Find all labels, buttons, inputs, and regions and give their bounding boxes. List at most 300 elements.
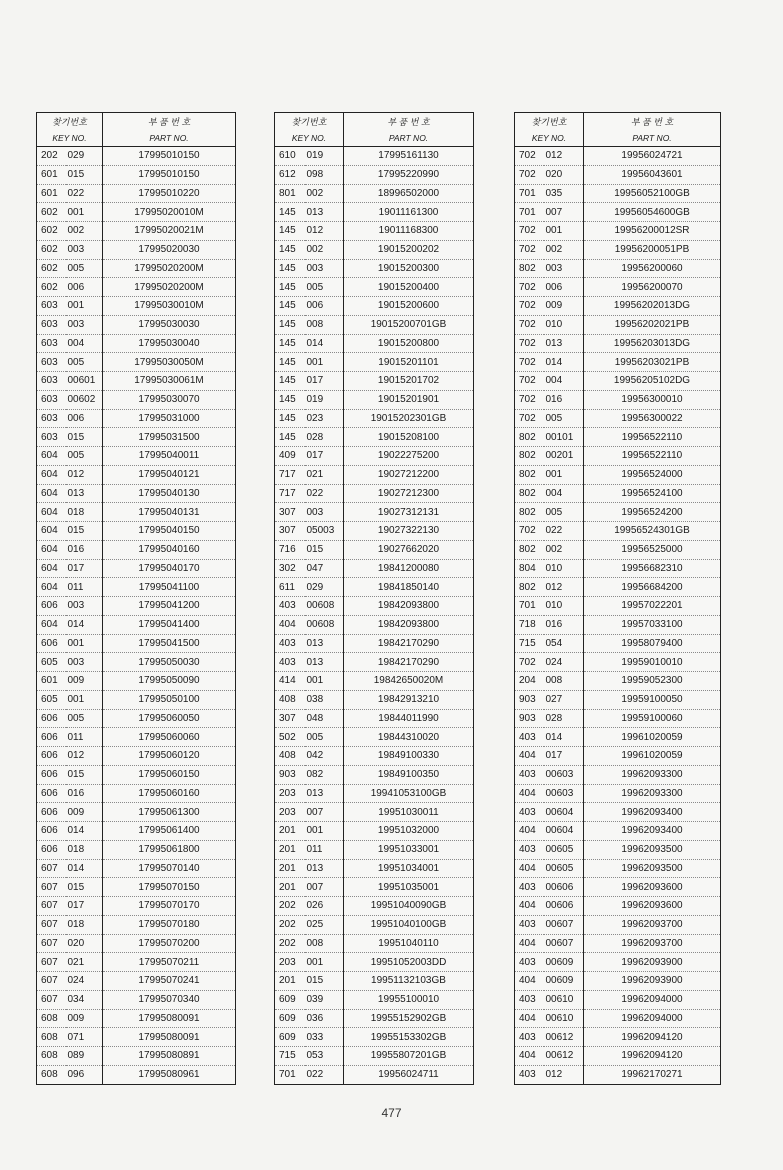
key-number: 609 <box>275 1009 305 1028</box>
part-number: 19015208100 <box>344 428 474 447</box>
table-row <box>515 390 721 409</box>
part-number: 19957022201 <box>584 597 721 616</box>
part-number: 17995041200 <box>103 597 236 616</box>
key-number: 408 <box>275 747 305 766</box>
table-row <box>275 222 474 241</box>
key-number: 608 <box>37 1009 66 1028</box>
part-number: 19956682310 <box>584 559 721 578</box>
table-row <box>275 653 474 672</box>
sub-number: 016 <box>66 784 103 803</box>
table-row <box>275 278 474 297</box>
table-row <box>37 878 236 897</box>
table-row <box>515 1009 721 1028</box>
part-number: 19015200300 <box>344 259 474 278</box>
key-number: 404 <box>515 784 544 803</box>
table-row <box>275 822 474 841</box>
sub-number: 019 <box>305 390 344 409</box>
sub-number: 038 <box>305 690 344 709</box>
sub-number: 015 <box>66 522 103 541</box>
key-no-header-kr: 찾기번호 <box>275 113 344 130</box>
key-number: 802 <box>515 578 544 597</box>
key-number: 201 <box>275 878 305 897</box>
key-number: 802 <box>515 540 544 559</box>
sub-number: 022 <box>66 184 103 203</box>
key-number: 717 <box>275 484 305 503</box>
sub-number: 002 <box>66 222 103 241</box>
part-number: 19956200012SR <box>584 222 721 241</box>
table-row <box>515 765 721 784</box>
key-number: 606 <box>37 597 66 616</box>
part-number: 17995030061M <box>103 372 236 391</box>
key-number: 145 <box>275 390 305 409</box>
key-number: 145 <box>275 428 305 447</box>
key-number: 408 <box>275 690 305 709</box>
sub-number: 054 <box>544 634 584 653</box>
key-number: 403 <box>515 1028 544 1047</box>
sub-number: 004 <box>544 372 584 391</box>
key-number: 802 <box>515 428 544 447</box>
sub-number: 014 <box>544 728 584 747</box>
key-number: 609 <box>275 1028 305 1047</box>
table-row <box>37 353 236 372</box>
part-number: 17995040160 <box>103 540 236 559</box>
table-row <box>37 953 236 972</box>
table-row <box>37 465 236 484</box>
sub-number: 002 <box>305 184 344 203</box>
table-row <box>275 1047 474 1066</box>
sub-number: 047 <box>305 559 344 578</box>
part-number: 19951040090GB <box>344 897 474 916</box>
key-no-header: KEY NO. <box>37 129 103 147</box>
sub-number: 00603 <box>544 784 584 803</box>
table-row <box>275 184 474 203</box>
sub-number: 012 <box>305 222 344 241</box>
sub-number: 016 <box>544 390 584 409</box>
key-number: 201 <box>275 840 305 859</box>
key-number: 604 <box>37 540 66 559</box>
table-row <box>275 953 474 972</box>
sub-number: 005 <box>305 728 344 747</box>
sub-number: 013 <box>305 784 344 803</box>
table-row <box>515 990 721 1009</box>
part-number: 19842913210 <box>344 690 474 709</box>
key-number: 603 <box>37 334 66 353</box>
part-number: 19956054600GB <box>584 203 721 222</box>
table-row <box>515 428 721 447</box>
sub-number: 006 <box>305 297 344 316</box>
part-number: 17995031500 <box>103 428 236 447</box>
sub-number: 00201 <box>544 447 584 466</box>
part-number: 19956205102DG <box>584 372 721 391</box>
sub-number: 025 <box>305 915 344 934</box>
key-number: 307 <box>275 709 305 728</box>
key-number: 202 <box>37 147 66 166</box>
key-number: 201 <box>275 822 305 841</box>
sub-number: 026 <box>305 897 344 916</box>
table-row <box>37 597 236 616</box>
key-number: 604 <box>37 615 66 634</box>
table-row <box>275 578 474 597</box>
part-number: 19959010010 <box>584 653 721 672</box>
key-number: 403 <box>515 990 544 1009</box>
sub-number: 013 <box>305 859 344 878</box>
sub-number: 009 <box>66 672 103 691</box>
part-number: 19941053100GB <box>344 784 474 803</box>
table-row <box>37 1047 236 1066</box>
key-no-header-kr: 찾기번호 <box>515 113 584 130</box>
key-no-header: KEY NO. <box>515 129 584 147</box>
table-row <box>275 859 474 878</box>
part-number: 19957033100 <box>584 615 721 634</box>
sub-number: 023 <box>305 409 344 428</box>
table-row <box>515 747 721 766</box>
table-row <box>275 353 474 372</box>
sub-number: 039 <box>305 990 344 1009</box>
part-number: 17995060050 <box>103 709 236 728</box>
sub-number: 009 <box>544 297 584 316</box>
key-number: 608 <box>37 1047 66 1066</box>
table-row <box>515 334 721 353</box>
part-number: 17995050090 <box>103 672 236 691</box>
table-row <box>37 409 236 428</box>
sub-number: 001 <box>305 822 344 841</box>
part-no-header-kr: 부 품 번 호 <box>387 116 430 127</box>
table-row <box>37 578 236 597</box>
key-number: 610 <box>275 147 305 166</box>
table-row <box>515 484 721 503</box>
key-no-header-kr: 찾기번호 <box>37 113 103 130</box>
key-number: 606 <box>37 840 66 859</box>
part-number: 19956524000 <box>584 465 721 484</box>
sub-number: 011 <box>66 728 103 747</box>
sub-number: 021 <box>305 465 344 484</box>
sub-number: 013 <box>305 203 344 222</box>
key-number: 601 <box>37 165 66 184</box>
table-row <box>275 165 474 184</box>
table-row <box>275 990 474 1009</box>
table-row <box>275 503 474 522</box>
sub-number: 008 <box>305 315 344 334</box>
part-number: 19841200080 <box>344 559 474 578</box>
sub-number: 019 <box>305 147 344 166</box>
key-number: 603 <box>37 297 66 316</box>
key-number: 701 <box>515 184 544 203</box>
sub-number: 002 <box>305 240 344 259</box>
part-number: 19956202021PB <box>584 315 721 334</box>
part-number: 19027322130 <box>344 522 474 541</box>
key-number: 701 <box>515 597 544 616</box>
table-row <box>275 240 474 259</box>
part-number: 19956203021PB <box>584 353 721 372</box>
table-row <box>515 578 721 597</box>
table-row <box>515 559 721 578</box>
key-number: 702 <box>515 278 544 297</box>
sub-number: 05003 <box>305 522 344 541</box>
part-no-header: PART NO. <box>103 129 236 147</box>
sub-number: 00603 <box>544 765 584 784</box>
key-number: 145 <box>275 203 305 222</box>
key-number: 607 <box>37 897 66 916</box>
key-number: 145 <box>275 240 305 259</box>
part-number: 19842093800 <box>344 597 474 616</box>
table-row <box>515 840 721 859</box>
key-number: 203 <box>275 803 305 822</box>
table-row <box>515 1047 721 1066</box>
table-row <box>515 278 721 297</box>
part-number: 19962170271 <box>621 1069 683 1081</box>
sub-number: 017 <box>305 372 344 391</box>
sub-number: 005 <box>66 353 103 372</box>
key-number: 609 <box>275 990 305 1009</box>
table-row <box>515 147 721 166</box>
table-row <box>37 540 236 559</box>
part-number: 17995040011 <box>103 447 236 466</box>
table-row <box>37 990 236 1009</box>
part-number: 17995030050M <box>103 353 236 372</box>
part-number: 19849100330 <box>344 747 474 766</box>
part-number: 19962093600 <box>584 878 721 897</box>
key-number: 607 <box>37 953 66 972</box>
sub-number: 004 <box>66 334 103 353</box>
key-number: 601 <box>37 184 66 203</box>
table-row <box>275 334 474 353</box>
part-number: 19951034001 <box>344 859 474 878</box>
part-number: 19958079400 <box>584 634 721 653</box>
table-row <box>515 859 721 878</box>
part-number: 19951040100GB <box>344 915 474 934</box>
key-number: 404 <box>515 934 544 953</box>
table-row <box>515 953 721 972</box>
sub-number: 003 <box>66 597 103 616</box>
sub-number: 027 <box>544 690 584 709</box>
key-number: 604 <box>37 559 66 578</box>
key-number: 145 <box>275 297 305 316</box>
table-row <box>37 915 236 934</box>
key-number: 716 <box>275 540 305 559</box>
key-number: 403 <box>515 765 544 784</box>
sub-number: 004 <box>544 484 584 503</box>
key-number: 404 <box>515 859 544 878</box>
parts-table-2 <box>274 112 474 1085</box>
sub-number: 024 <box>66 972 103 991</box>
part-number: 17995010220 <box>103 184 236 203</box>
key-number: 802 <box>515 503 544 522</box>
sub-number: 005 <box>66 259 103 278</box>
key-number: 202 <box>275 915 305 934</box>
part-number: 19961020059 <box>584 728 721 747</box>
table-row <box>515 934 721 953</box>
part-number: 19962094120 <box>584 1028 721 1047</box>
part-number: 19962093300 <box>584 765 721 784</box>
table-row <box>515 672 721 691</box>
table-row <box>515 240 721 259</box>
key-number: 414 <box>275 672 305 691</box>
table-row <box>515 690 721 709</box>
part-number: 19842170290 <box>344 653 474 672</box>
key-number: 409 <box>275 447 305 466</box>
key-number: 802 <box>515 447 544 466</box>
sub-number: 022 <box>305 1065 344 1084</box>
table-row <box>37 297 236 316</box>
sub-number: 001 <box>544 222 584 241</box>
table-row <box>37 315 236 334</box>
sub-number: 007 <box>544 203 584 222</box>
table-row <box>515 540 721 559</box>
part-number: 17995070180 <box>103 915 236 934</box>
part-number: 19956524100 <box>584 484 721 503</box>
part-number: 19844011990 <box>344 709 474 728</box>
part-number: 19849100350 <box>344 765 474 784</box>
table-row <box>515 447 721 466</box>
key-number: 202 <box>275 934 305 953</box>
table-row <box>37 184 236 203</box>
key-number: 702 <box>515 372 544 391</box>
key-number: 307 <box>275 503 305 522</box>
part-number: 19015201702 <box>344 372 474 391</box>
table-row <box>515 597 721 616</box>
table-row <box>275 803 474 822</box>
sub-number: 00605 <box>544 840 584 859</box>
part-number: 17995030040 <box>103 334 236 353</box>
part-number: 17995080091 <box>103 1009 236 1028</box>
key-number: 603 <box>37 409 66 428</box>
parts-table-1 <box>36 112 236 1085</box>
table-row <box>37 390 236 409</box>
table-row <box>275 915 474 934</box>
sub-number: 012 <box>544 578 584 597</box>
key-number: 606 <box>37 747 66 766</box>
sub-number: 014 <box>544 353 584 372</box>
key-number: 702 <box>515 315 544 334</box>
table-row <box>37 840 236 859</box>
sub-number: 015 <box>66 165 103 184</box>
part-number: 17995070140 <box>103 859 236 878</box>
table-row <box>37 765 236 784</box>
table-row <box>37 803 236 822</box>
table-row <box>37 1028 236 1047</box>
sub-number: 001 <box>305 672 344 691</box>
key-number: 804 <box>515 559 544 578</box>
table-row <box>275 728 474 747</box>
table-row <box>37 728 236 747</box>
part-number: 19962094120 <box>584 1047 721 1066</box>
table-row <box>515 165 721 184</box>
part-number: 19027662020 <box>344 540 474 559</box>
table-row <box>515 522 721 541</box>
key-number: 702 <box>515 390 544 409</box>
sub-number: 017 <box>305 447 344 466</box>
part-number: 19959100050 <box>584 690 721 709</box>
sub-number: 014 <box>305 334 344 353</box>
table-row <box>275 1065 474 1084</box>
key-number: 203 <box>275 784 305 803</box>
table-row <box>275 428 474 447</box>
part-number: 19962093400 <box>584 822 721 841</box>
table-row <box>37 203 236 222</box>
table-row <box>515 615 721 634</box>
table-row <box>515 709 721 728</box>
key-number: 404 <box>275 615 305 634</box>
part-number: 19962093900 <box>584 953 721 972</box>
key-number: 603 <box>37 315 66 334</box>
key-number: 715 <box>275 1047 305 1066</box>
key-number: 607 <box>37 878 66 897</box>
key-number: 302 <box>275 559 305 578</box>
table-row <box>37 240 236 259</box>
table-row <box>37 447 236 466</box>
part-number: 17995220990 <box>344 165 474 184</box>
table-row <box>515 353 721 372</box>
sub-number: 00607 <box>544 915 584 934</box>
key-number: 404 <box>515 897 544 916</box>
table-row <box>515 784 721 803</box>
sub-number: 00607 <box>544 934 584 953</box>
part-number: 19027212300 <box>344 484 474 503</box>
key-number: 715 <box>515 634 544 653</box>
sub-number: 00608 <box>305 615 344 634</box>
key-number: 604 <box>37 465 66 484</box>
key-number: 607 <box>37 934 66 953</box>
sub-number: 003 <box>305 259 344 278</box>
part-number: 19956525000 <box>584 540 721 559</box>
table-row <box>37 690 236 709</box>
table-row <box>37 484 236 503</box>
key-number: 145 <box>275 334 305 353</box>
part-number: 17995040121 <box>103 465 236 484</box>
key-number: 604 <box>37 522 66 541</box>
key-number: 607 <box>37 990 66 1009</box>
sub-number: 012 <box>66 465 103 484</box>
table-row <box>515 259 721 278</box>
sub-number: 014 <box>66 615 103 634</box>
part-number: 17995060150 <box>103 765 236 784</box>
key-number: 602 <box>37 259 66 278</box>
part-number: 19015200800 <box>344 334 474 353</box>
sub-number: 028 <box>544 709 584 728</box>
sub-number: 00609 <box>544 972 584 991</box>
sub-number: 048 <box>305 709 344 728</box>
sub-number: 018 <box>66 915 103 934</box>
key-number: 403 <box>275 634 305 653</box>
key-number: 702 <box>515 522 544 541</box>
part-no-header: PART NO. <box>344 129 474 147</box>
key-number: 702 <box>515 297 544 316</box>
key-number: 606 <box>37 634 66 653</box>
table-row <box>37 559 236 578</box>
sub-number: 022 <box>544 522 584 541</box>
table-row <box>37 709 236 728</box>
table-row <box>275 259 474 278</box>
part-number: 17995050100 <box>103 690 236 709</box>
table-row <box>275 765 474 784</box>
sub-number: 005 <box>544 503 584 522</box>
key-number: 903 <box>515 709 544 728</box>
table-row <box>37 428 236 447</box>
part-number: 17995080091 <box>103 1028 236 1047</box>
table-row <box>37 259 236 278</box>
sub-number: 003 <box>305 503 344 522</box>
table-row <box>275 559 474 578</box>
part-number: 19022275200 <box>344 447 474 466</box>
key-number: 702 <box>515 147 544 166</box>
sub-number: 021 <box>66 953 103 972</box>
part-number: 17995040131 <box>103 503 236 522</box>
part-number: 19955152902GB <box>344 1009 474 1028</box>
part-number: 17995040150 <box>103 522 236 541</box>
key-number: 606 <box>37 803 66 822</box>
part-number: 18996502000 <box>344 184 474 203</box>
part-number: 19956052100GB <box>584 184 721 203</box>
